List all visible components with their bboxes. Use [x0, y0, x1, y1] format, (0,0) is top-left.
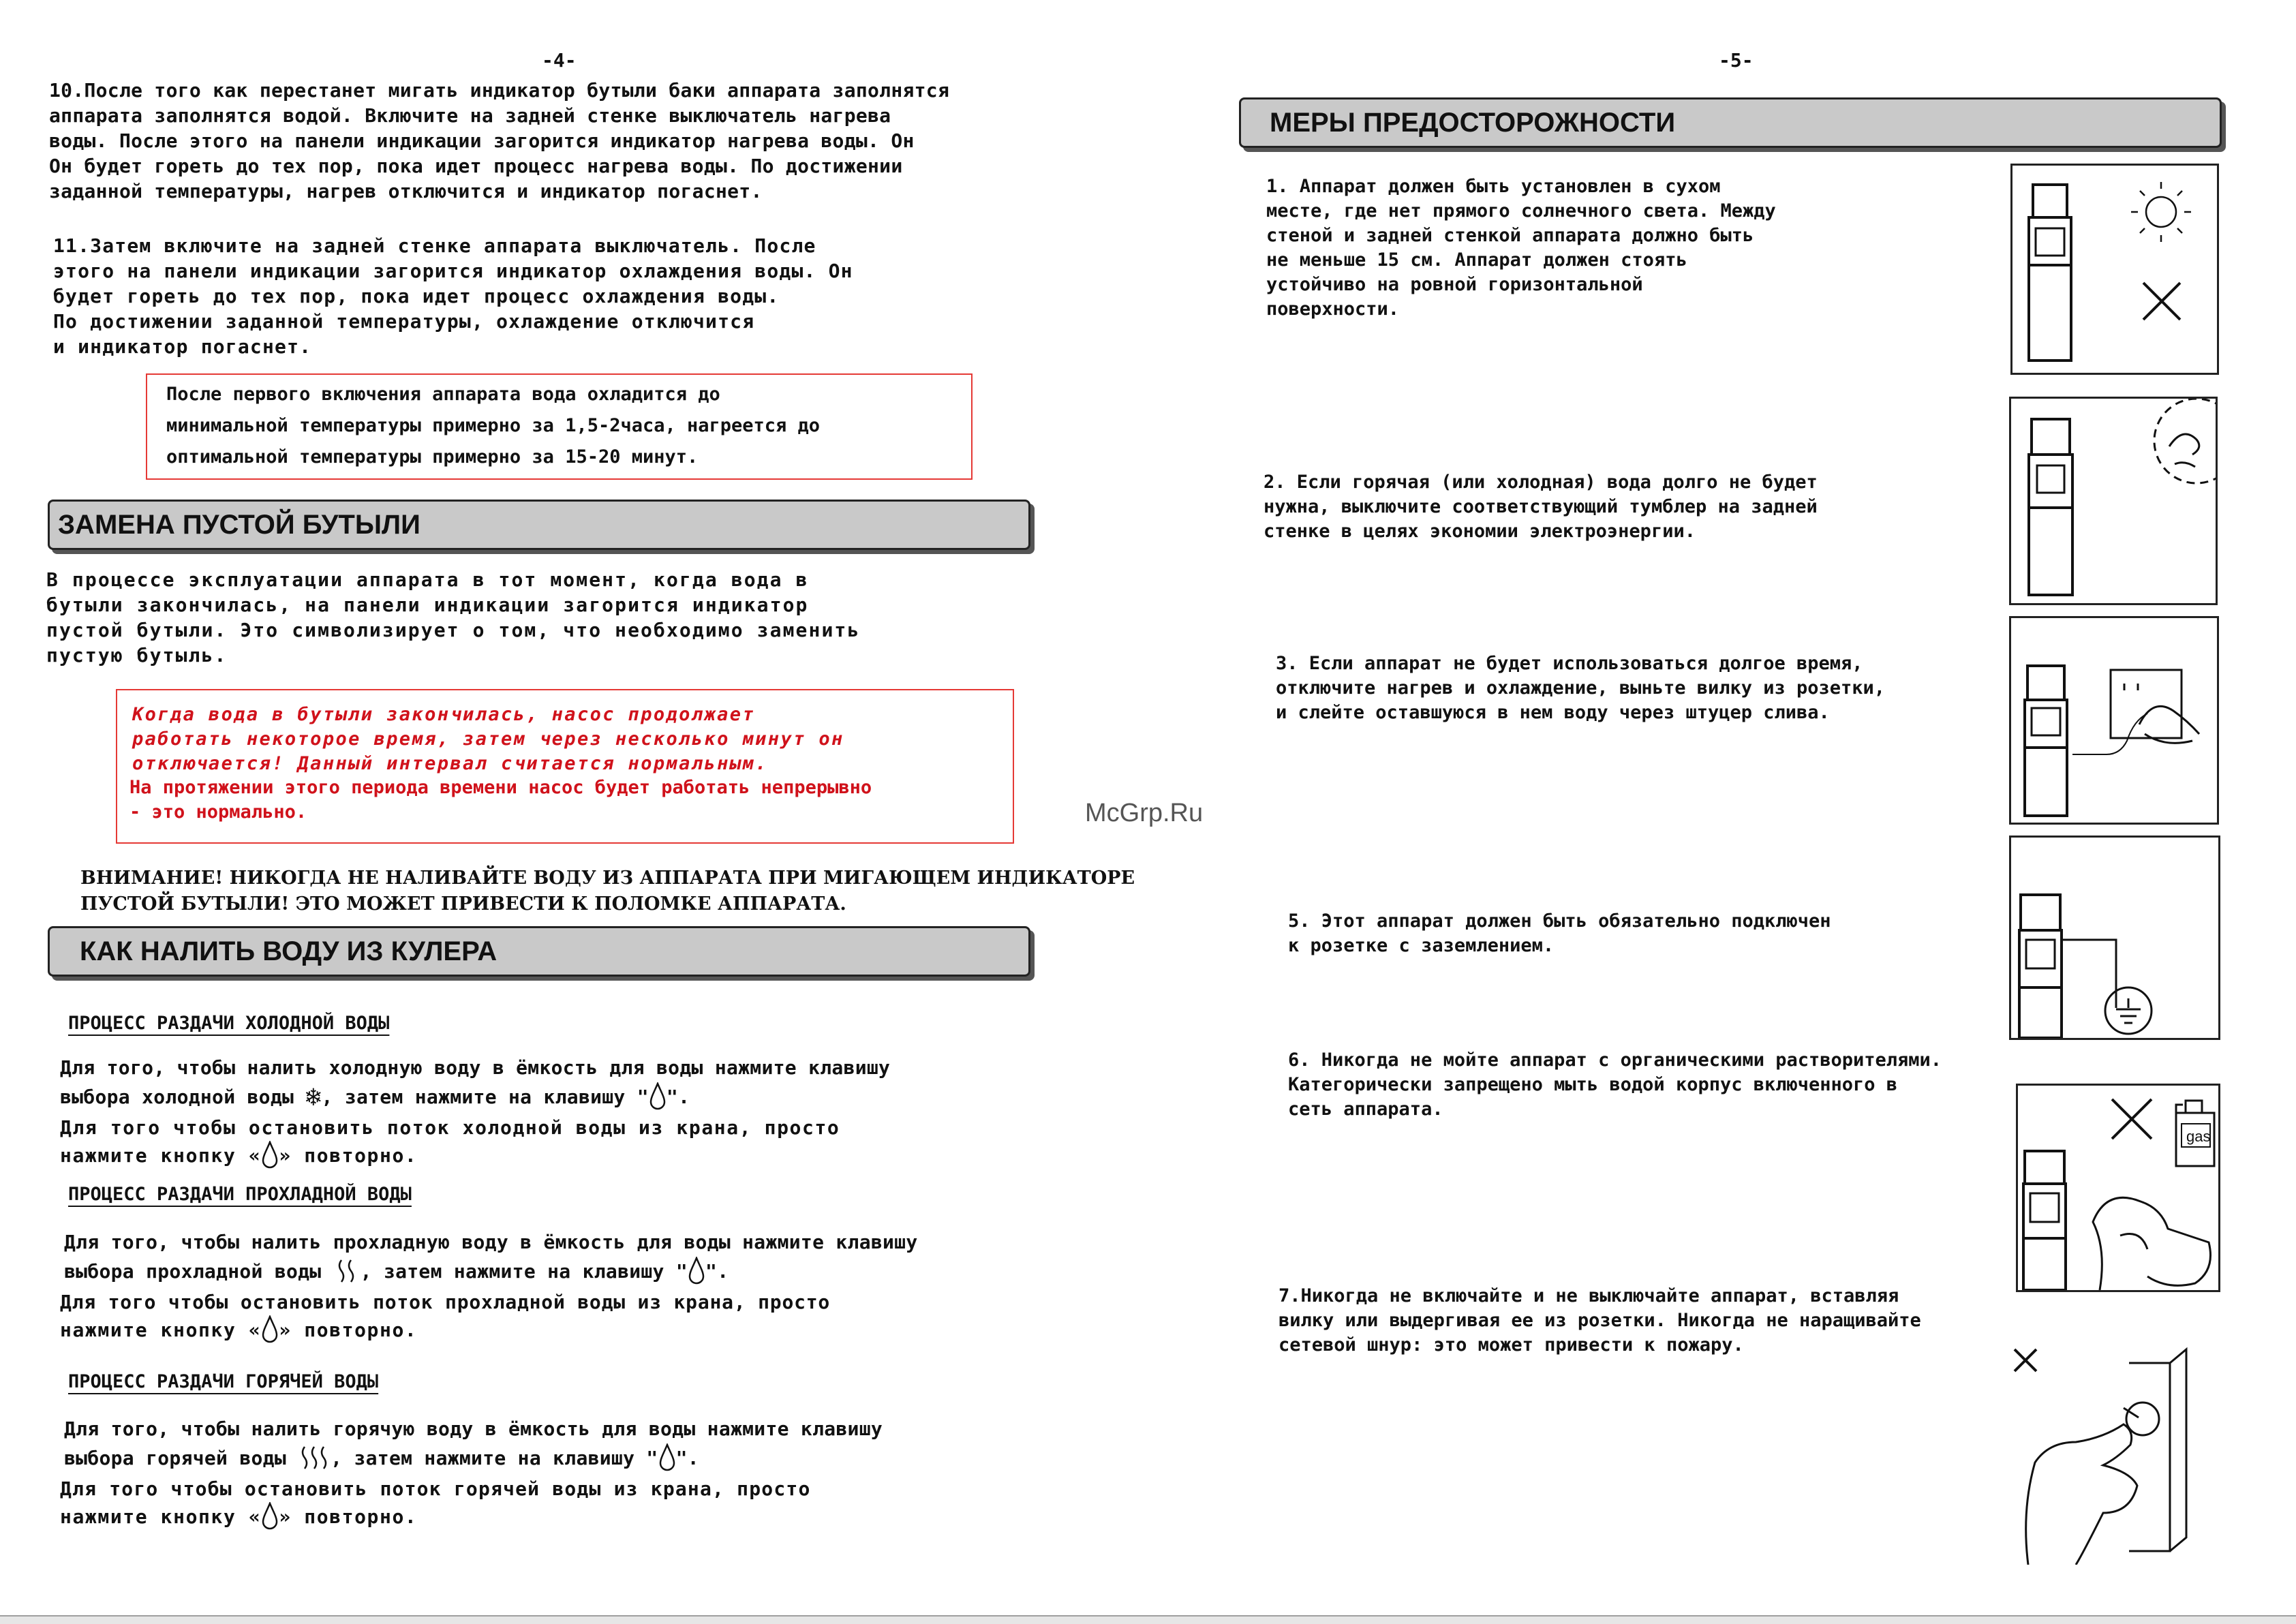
note-pump-italic: Когда вода в бутыли закончилась, насос продолжает работать некоторое время, затем через несколько минут он отключается! Данный интервал считается нормальным. [132, 704, 844, 774]
cross-icon [2143, 283, 2180, 320]
water-drop-icon [261, 1502, 279, 1531]
hand-switch-icon [2154, 399, 2216, 483]
warning-text: ВНИМАНИЕ! НИКОГДА НЕ НАЛИВАЙТЕ ВОДУ ИЗ АППАРАТА ПРИ МИГАЮЩЕМ ИНДИКАТОРЕ ПУСТОЙ БУТЫЛИ! ЭТО МОЖЕТ ПРИВЕСТИ К ПОЛОМКЕ АППАРАТА. [80, 868, 1135, 915]
warm-wave-icon [333, 1257, 361, 1285]
cold-water-line4 [60, 1141, 417, 1169]
precaution-2: 2. Если горячая (или холодная) вода долго не будет нужна, выключите соответствующий тумблер на задней стенке в целях экономии электроэнергии. [1264, 472, 1818, 542]
cold-water-line1: Для того, чтобы налить холодную воду в ёмкость для воды нажмите клавишу [60, 1056, 891, 1079]
ground-icon [2062, 940, 2152, 1034]
cold-water-line2 [60, 1082, 690, 1111]
cross-icon [2015, 1349, 2036, 1371]
bottom-edge [0, 1615, 2296, 1624]
dispenser-icon [2025, 666, 2067, 816]
cold-water-line3: Для того чтобы остановить поток холодной воды из крана, просто [60, 1116, 840, 1139]
page-number-right: -5- [1719, 49, 1754, 72]
figure-grounding [2009, 836, 2220, 1040]
snowflake-icon: ❄ [305, 1081, 322, 1112]
hot-water-line3: Для того чтобы остановить поток горячей воды из крана, просто [60, 1477, 811, 1500]
sun-icon [2131, 182, 2191, 242]
figure-no-sunlight [2010, 164, 2219, 375]
note-first-start [146, 373, 973, 480]
figure-plug-hand [2008, 1343, 2208, 1565]
figure-unplug [2009, 616, 2219, 825]
paragraph-11: 11.Затем включите на задней стенке аппарата выключатель. После этого на панели индикации загорится индикатор охлаждения воды. Он будет гореть до тех пор, пока идет процесс охлаждения воды. По достижении заданной температуры, охлаждение отключится и индикатор погаснет. [53, 234, 853, 358]
cool-line4-b: » повторно. [279, 1318, 418, 1341]
section-title-how-to-pour: КАК НАЛИТЬ ВОДУ ИЗ КУЛЕРА [48, 926, 1030, 977]
figure-switch-off [2009, 397, 2218, 605]
precaution-3: 3. Если аппарат не будет использоваться долгое время, отключите нагрев и охлаждение, выньте вилку из розетки, и слейте оставшуюся в нем воду через штуцер слива. [1276, 653, 1886, 723]
cool-water-title: ПРОЦЕСС РАЗДАЧИ ПРОХЛАДНОЙ ВОДЫ [68, 1184, 412, 1205]
person-wiping-icon [2093, 1197, 2211, 1290]
watermark: McGrp.Ru [1085, 799, 1204, 827]
note-pump [116, 689, 1014, 844]
cool-water-line4 [60, 1315, 417, 1344]
cool-line2-c: ". [705, 1259, 729, 1283]
note-first-start-text: После первого включения аппарата вода охладится до минимальной температуры примерно за 1,5-2часа, нагреется до оптимальной температуры примерно за 15-20 минут. [166, 384, 821, 468]
water-drop-icon [649, 1082, 667, 1111]
dispenser-icon [2023, 1151, 2066, 1290]
wall-outlet-icon [2126, 1349, 2186, 1551]
hot-water-line1: Для того, чтобы налить горячую воду в ёмкость для воды нажмите клавишу [64, 1418, 883, 1440]
cross-icon [2112, 1099, 2152, 1139]
water-drop-icon [261, 1141, 279, 1169]
hand-icon [2026, 1408, 2139, 1565]
precaution-7: 7.Никогда не включайте и не выключайте аппарат, вставляя вилку или выдергивая ее из розетки. Никогда не наращивайте сетевой шнур: это может привести к пожару. [1279, 1285, 1921, 1355]
water-drop-icon [658, 1443, 676, 1472]
cold-line2-b: , затем нажмите на клавишу " [321, 1085, 649, 1108]
dispenser-icon [2019, 895, 2062, 1038]
cool-water-line3: Для того чтобы остановить поток прохладной воды из крана, просто [60, 1291, 831, 1313]
cool-line2-a: выбора прохладной воды [64, 1259, 333, 1283]
water-drop-icon [688, 1257, 705, 1285]
cool-water-line2 [64, 1257, 729, 1285]
cold-line4-b: » повторно. [279, 1144, 418, 1167]
dispenser-icon [2029, 185, 2071, 361]
hot-line4-a: нажмите кнопку « [60, 1505, 262, 1528]
section-title-bottle-replace: ЗАМЕНА ПУСТОЙ БУТЫЛИ [48, 500, 1030, 550]
hot-water-line2 [64, 1443, 699, 1472]
gas-can-icon [2176, 1101, 2214, 1166]
hot-line4-b: » повторно. [279, 1505, 418, 1528]
hot-line2-a: выбора горячей воды [64, 1446, 299, 1469]
precaution-1: 1. Аппарат должен быть установлен в сухом месте, где нет прямого солнечного света. Между стеной и задней стенкой аппарата должно быть не меньше 15 см. Аппарат должен стоять устойчиво на ровной горизонтальной поверхности. [1266, 176, 1776, 320]
cold-line2-c: ". [666, 1085, 690, 1108]
dispenser-icon [2029, 419, 2072, 595]
precaution-6: 6. Никогда не мойте аппарат с органическими растворителями. Категорически запрещено мыть водой корпус включенного в сеть аппарата. [1288, 1050, 1942, 1120]
figure-no-solvents [2016, 1084, 2220, 1292]
paragraph-10: 10.После того как перестанет мигать индикатор бутыли баки аппарата заполнятся аппарата заполнятся водой. Включите на задней стенке выключатель нагрева воды. После этого на панели индикации загорится индикатор нагрева воды. Он Он будет гореть до тех пор, пока идет процесс нагрева воды. По достижении заданной температуры, нагрев отключится и индикатор погаснет. [49, 79, 950, 202]
cold-line2-a: выбора холодной воды [60, 1085, 306, 1108]
cold-water-title: ПРОЦЕСС РАЗДАЧИ ХОЛОДНОЙ ВОДЫ [68, 1013, 390, 1034]
precaution-5: 5. Этот аппарат должен быть обязательно подключен к розетке с заземлением. [1288, 910, 1831, 956]
hot-water-title: ПРОЦЕСС РАЗДАЧИ ГОРЯЧЕЙ ВОДЫ [68, 1371, 379, 1392]
cool-water-line1: Для того, чтобы налить прохладную воду в ёмкость для воды нажмите клавишу [64, 1231, 918, 1253]
cool-line4-a: нажмите кнопку « [60, 1318, 262, 1341]
water-drop-icon [261, 1315, 279, 1344]
gas-label: gas [2186, 1128, 2211, 1145]
page-number-left: -4- [542, 49, 577, 72]
hot-wave-icon [298, 1444, 331, 1471]
cold-line4-a: нажмите кнопку « [60, 1144, 262, 1167]
cool-line2-b: , затем нажмите на клавишу " [360, 1259, 688, 1283]
hot-line2-c: ". [675, 1446, 699, 1469]
bottle-replace-text: В процессе эксплуатации аппарата в тот момент, когда вода в бутыли закончилась, на панели индикации загорится индикатор пустой бутыли. Это символизирует о том, что необходимо заменить пустую бутыль. [46, 568, 861, 667]
section-title-precautions: МЕРЫ ПРЕДОСТОРОЖНОСТИ [1239, 97, 2222, 148]
hot-water-line4 [60, 1502, 417, 1531]
hot-line2-b: , затем нажмите на клавишу " [331, 1446, 658, 1469]
note-pump-regular: На протяжении этого периода времени насос будет работать непрерывно - это нормально. [129, 777, 872, 823]
